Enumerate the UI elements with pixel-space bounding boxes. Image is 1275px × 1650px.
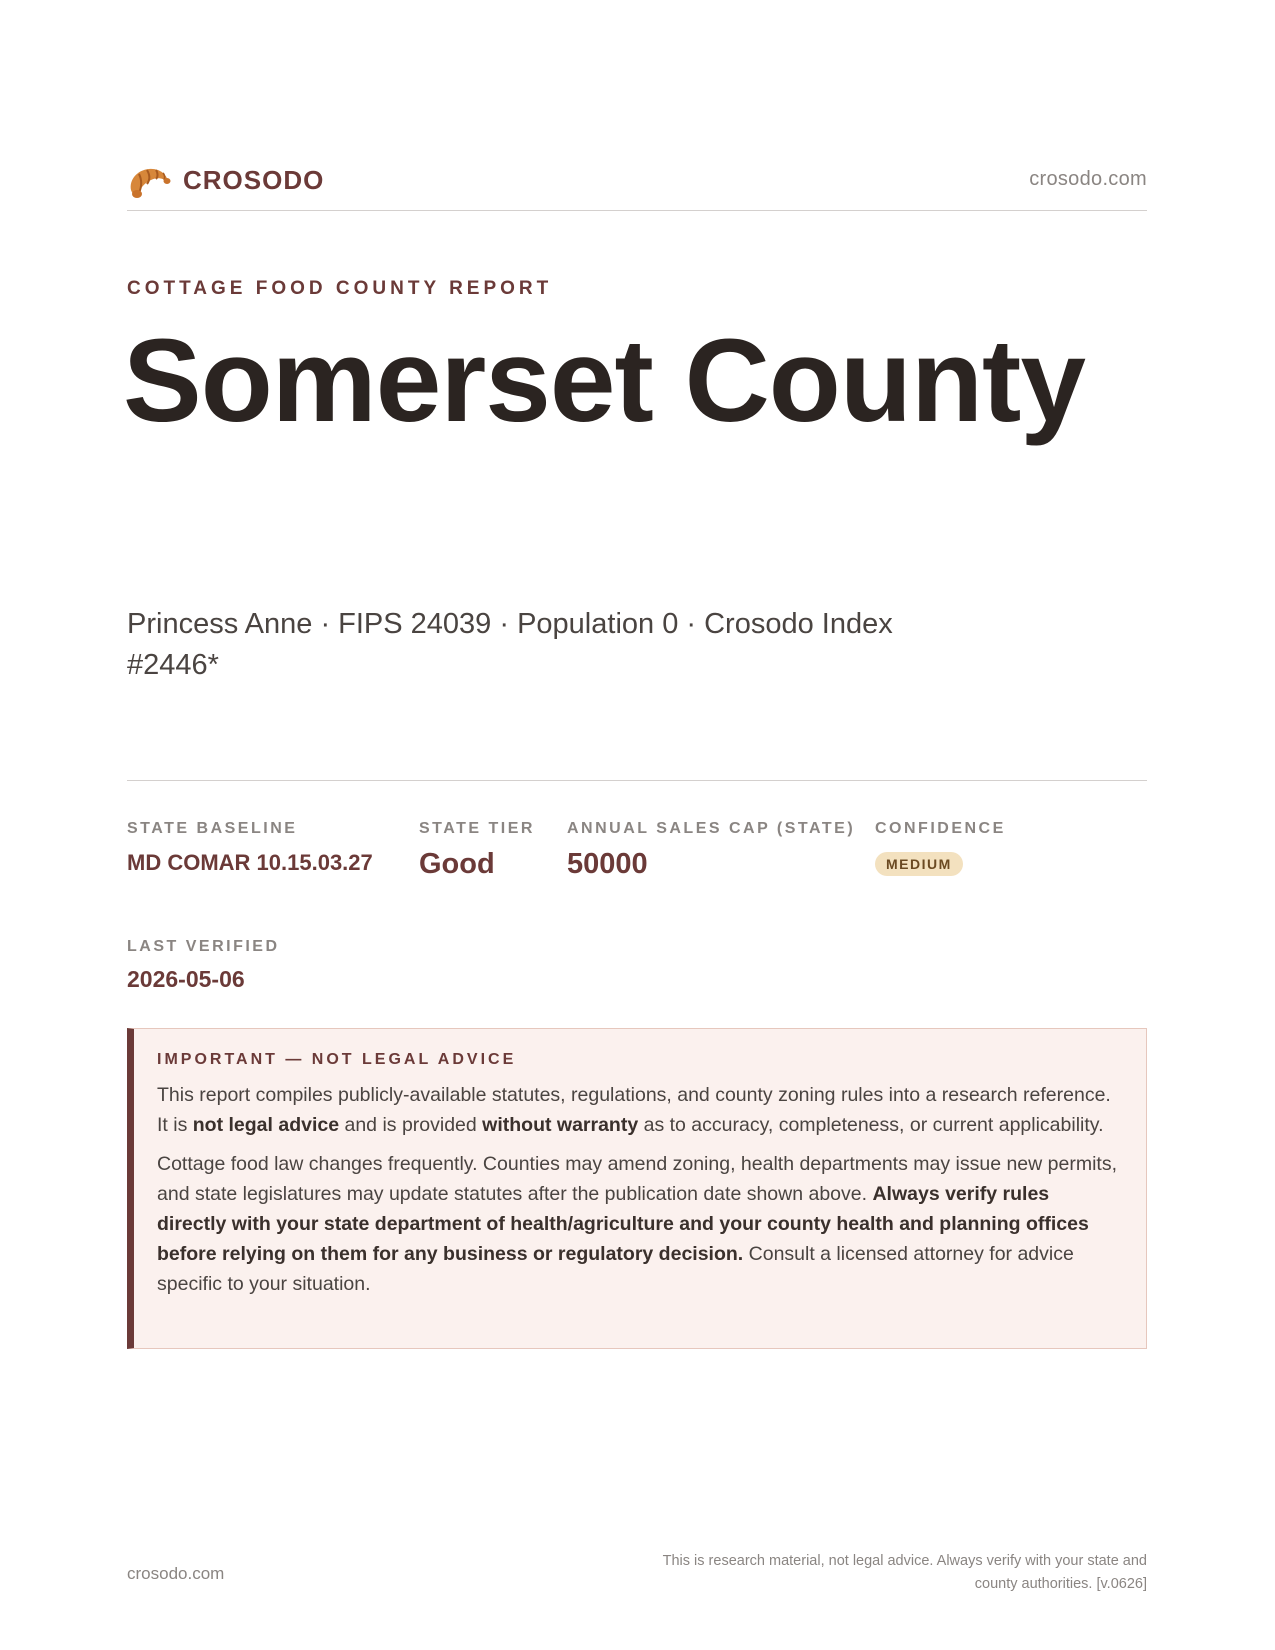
brand bbox=[127, 160, 324, 200]
stat-value: Good bbox=[419, 848, 495, 880]
stat-value: 2026-05-06 bbox=[127, 966, 245, 992]
site-url[interactable]: crosodo.com bbox=[1029, 168, 1147, 190]
stat-value: 50000 bbox=[567, 848, 648, 880]
section-divider bbox=[127, 780, 1147, 781]
croissant-icon bbox=[127, 160, 171, 200]
confidence-badge: MEDIUM bbox=[875, 852, 963, 876]
legal-notice bbox=[127, 1028, 1147, 1349]
footer-site[interactable]: crosodo.com bbox=[127, 1564, 225, 1583]
notice-paragraph: This report compiles publicly-available statutes, regulations, and county zoning rules into a research reference. It is not legal advice and is provided without warranty as to accuracy, completeness, or current applicability. bbox=[157, 1084, 1111, 1136]
page-title: Somerset County bbox=[123, 315, 1085, 447]
stat-confidence bbox=[875, 820, 1006, 876]
county-subtitle: Princess Anne · FIPS 24039 · Population 0 · Crosodo Index #2446* bbox=[127, 608, 893, 681]
brand-name: CROSODO bbox=[183, 164, 325, 195]
stat-state-tier bbox=[419, 820, 535, 881]
stat-label: STATE BASELINE bbox=[127, 820, 298, 837]
stat-last-verified bbox=[127, 938, 280, 993]
page-header bbox=[127, 160, 1147, 211]
stat-state-baseline bbox=[127, 820, 373, 876]
stat-label: ANNUAL SALES CAP (STATE) bbox=[567, 820, 856, 837]
stat-label: LAST VERIFIED bbox=[127, 938, 280, 955]
notice-paragraph: Cottage food law changes frequently. Counties may amend zoning, health departments may issue new permits, and state legislatures may update statutes after the publication date shown above. Always verify rules directly with your state department of health/agriculture and your county health and planning offices before relying on them for any business or regulatory decision. Consult a licensed attorney for advice specific to your situation. bbox=[157, 1153, 1117, 1295]
stat-label: STATE TIER bbox=[419, 820, 535, 837]
stat-value: MD COMAR 10.15.03.27 bbox=[127, 850, 373, 875]
stat-label: CONFIDENCE bbox=[875, 820, 1006, 837]
notice-title: IMPORTANT — NOT LEGAL ADVICE bbox=[157, 1051, 517, 1068]
stat-sales-cap bbox=[567, 820, 855, 881]
report-eyebrow: COTTAGE FOOD COUNTY REPORT bbox=[127, 278, 553, 299]
report-page bbox=[123, 0, 1147, 1650]
footer-disclaimer: This is research material, not legal advice. Always verify with your state and county authorities. [v.0626] bbox=[662, 1553, 1147, 1592]
